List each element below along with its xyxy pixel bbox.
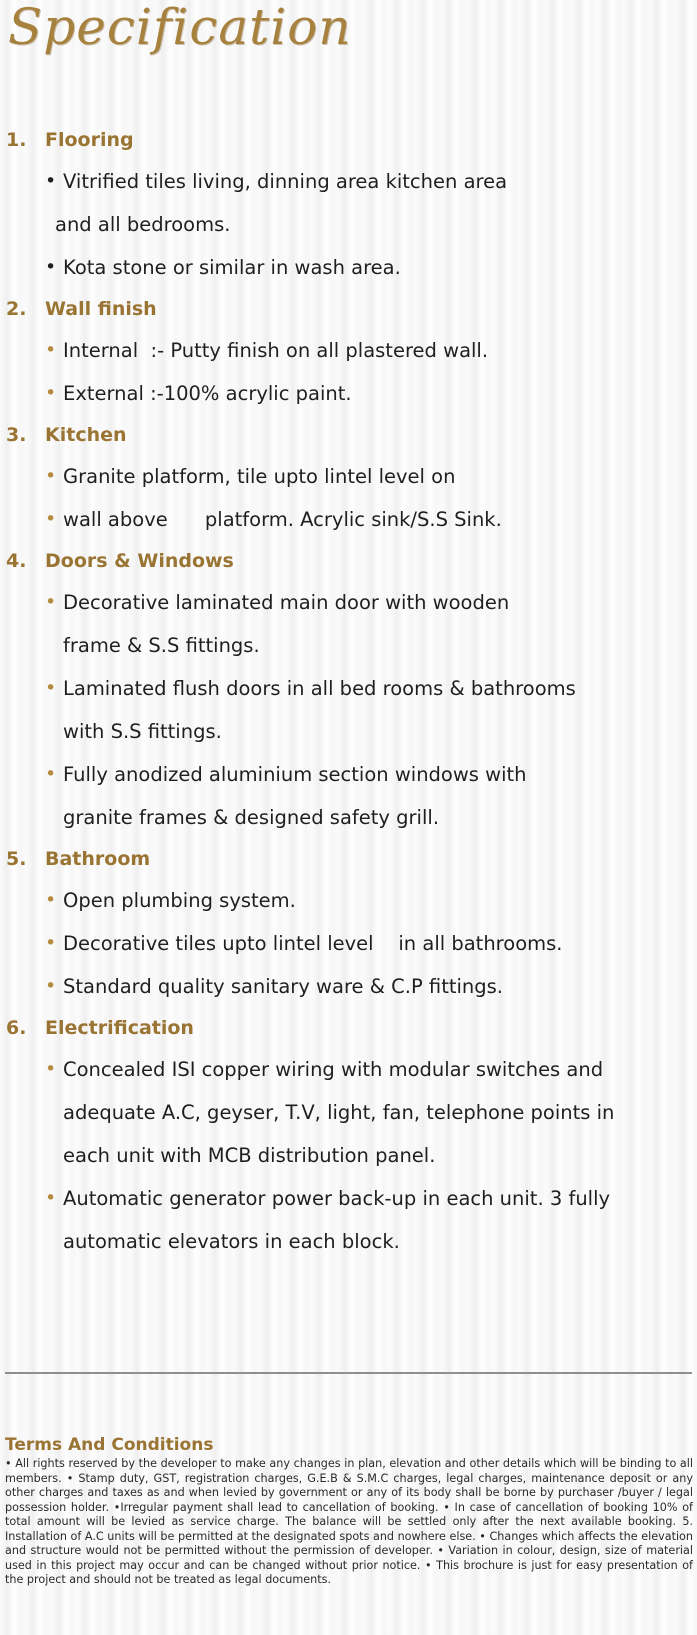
list-item (0, 1048, 697, 1091)
item-text-continued: adequate A.C, geyser, T.V, light, fan, telephone points in (63, 1101, 615, 1124)
section-number: 1. (6, 129, 27, 151)
item-text: Decorative tiles upto lintel level in all bathrooms. (63, 932, 563, 955)
item-text: Open plumbing system. (63, 889, 296, 912)
page-title: Specification (8, 0, 352, 56)
section-heading (0, 415, 697, 455)
section-title: Kitchen (45, 424, 127, 446)
list-item (0, 455, 697, 498)
bullet-icon: • (45, 889, 57, 911)
list-item (0, 879, 697, 922)
specification-list (0, 120, 697, 1263)
terms-title: Terms And Conditions (5, 1435, 214, 1455)
bullet-icon: • (45, 170, 57, 192)
bullet-icon: • (45, 591, 57, 613)
list-item (0, 372, 697, 415)
item-text: Decorative laminated main door with wooden (63, 591, 510, 614)
section-title: Bathroom (45, 848, 151, 870)
section-number: 5. (6, 848, 27, 870)
section-electrification (0, 1008, 697, 1263)
item-text: Internal :- Putty finish on all plastered wall. (63, 339, 489, 362)
item-text: Standard quality sanitary ware & C.P fittings. (63, 975, 503, 998)
item-text: Vitrified tiles living, dinning area kitchen area (63, 170, 508, 193)
section-number: 6. (6, 1017, 27, 1039)
bullet-icon: • (45, 339, 57, 361)
list-item (0, 160, 697, 203)
list-item (0, 581, 697, 624)
section-title: Wall finish (45, 298, 157, 320)
item-text: Laminated flush doors in all bed rooms & bathrooms (63, 677, 576, 700)
list-item (0, 1177, 697, 1220)
item-text: External :-100% acrylic paint. (63, 382, 352, 405)
divider (5, 1372, 692, 1374)
bullet-icon: • (45, 677, 57, 699)
section-heading (0, 839, 697, 879)
item-text-continued: automatic elevators in each block. (63, 1230, 400, 1253)
bullet-icon: • (45, 1187, 57, 1209)
item-text-continued: each unit with MCB distribution panel. (63, 1144, 436, 1167)
item-text-continued: granite frames & designed safety grill. (63, 806, 440, 829)
list-item (0, 753, 697, 796)
section-heading (0, 541, 697, 581)
section-number: 3. (6, 424, 27, 446)
section-title: Doors & Windows (45, 550, 234, 572)
list-item (0, 667, 697, 710)
terms-and-conditions (5, 1435, 693, 1588)
item-text: wall above platform. Acrylic sink/S.S Sink. (63, 508, 502, 531)
bullet-icon: • (45, 1058, 57, 1080)
list-item (0, 965, 697, 1008)
item-text-continued: frame & S.S fittings. (63, 634, 260, 657)
section-doors-windows (0, 541, 697, 839)
list-item (0, 246, 697, 289)
section-number: 4. (6, 550, 27, 572)
section-wall-finish (0, 289, 697, 415)
list-item (0, 498, 697, 541)
item-text: Automatic generator power back-up in each unit. 3 fully (63, 1187, 611, 1210)
bullet-icon: • (45, 932, 57, 954)
section-title: Flooring (45, 129, 134, 151)
item-text: Kota stone or similar in wash area. (63, 256, 401, 279)
bullet-icon: • (45, 975, 57, 997)
item-text: Concealed ISI copper wiring with modular switches and (63, 1058, 604, 1081)
item-text-continued: and all bedrooms. (55, 213, 231, 236)
section-heading (0, 120, 697, 160)
section-bathroom (0, 839, 697, 1008)
item-text: Granite platform, tile upto lintel level on (63, 465, 456, 488)
bullet-icon: • (45, 763, 57, 785)
terms-body: • All rights reserved by the developer to make any changes in plan, elevation and other details which will be binding to all members. • Stamp duty, GST, registration charges, G.E.B & S.M.C charges, legal charges, maintenance deposit or any other charges and taxes as and when levied by government or any of its body shall be borne by purchaser /buyer / legal possession holder. •Irregular payment shall lead to cancellation of booking. • In case of cancellation of booking 10% of total amount will be levied as service charge. The balance will be settled only after the next available booking. 5. Installation of A.C units will be permitted at the designated spots and nowhere else. • Changes which affects the elevation and structure would not be permitted without the permission of developer. • Variation in colour, design, size of material used in this project may occur and can be changed without prior notice. • This brochure is just for easy presentation of the project and should not be treated as legal documents. (5, 1457, 693, 1586)
bullet-icon: • (45, 508, 57, 530)
section-title: Electrification (45, 1017, 194, 1039)
section-flooring (0, 120, 697, 289)
bullet-icon: • (45, 465, 57, 487)
item-text: Fully anodized aluminium section windows with (63, 763, 527, 786)
item-text-continued: with S.S fittings. (63, 720, 222, 743)
section-heading (0, 1008, 697, 1048)
list-item (0, 329, 697, 372)
section-number: 2. (6, 298, 27, 320)
list-item (0, 922, 697, 965)
bullet-icon: • (45, 382, 57, 404)
section-heading (0, 289, 697, 329)
section-kitchen (0, 415, 697, 541)
bullet-icon: • (45, 256, 57, 278)
